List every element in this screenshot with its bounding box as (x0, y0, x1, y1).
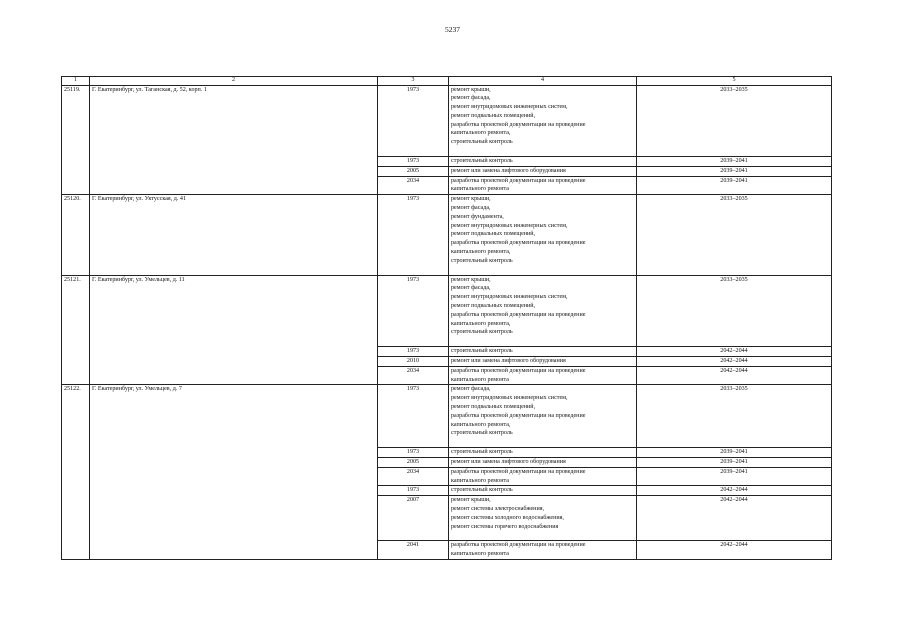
header-col-2: 2 (90, 77, 378, 86)
entry-address: Г. Екатеринбург, ул. Умельцев, д. 7 (90, 385, 378, 560)
work-period: 2042–2044 (637, 541, 832, 560)
entry-address: Г. Екатеринбург, ул. Уктусская, д. 41 (90, 195, 378, 275)
work-line: ремонт внутридомовых инженерных систем, (451, 222, 568, 229)
header-col-1: 1 (62, 77, 90, 86)
work-description (449, 496, 637, 541)
work-line: разработка проектной документации на проведение (451, 311, 586, 318)
work-line: разработка проектной документации на проведение (451, 412, 586, 419)
work-description (449, 85, 637, 157)
work-line: ремонт фундамента, (451, 213, 504, 220)
work-period: 2042–2044 (637, 496, 832, 541)
work-line: ремонт внутридомовых инженерных систем, (451, 104, 568, 111)
work-line: ремонт внутридомовых инженерных систем, (451, 395, 568, 402)
work-description (449, 486, 637, 496)
work-line: ремонт крыши, (451, 497, 491, 504)
work-line: ремонт системы холодного водоснабжения, (451, 514, 564, 521)
work-period: 2042–2044 (637, 347, 832, 357)
work-line: ремонт фасада, (451, 386, 491, 393)
work-year: 2041 (378, 541, 449, 560)
work-year: 1973 (378, 448, 449, 458)
work-year: 1973 (378, 275, 449, 347)
header-col-4: 4 (449, 77, 637, 86)
work-period: 2039–2041 (637, 176, 832, 195)
work-year: 2034 (378, 366, 449, 385)
work-period: 2033–2035 (637, 195, 832, 275)
work-line: капитального ремонта, (451, 421, 511, 428)
work-year: 1973 (378, 195, 449, 275)
repair-schedule-table (61, 76, 832, 560)
work-line: ремонт фасада, (451, 285, 491, 292)
work-description (449, 195, 637, 275)
work-line: разработка проектной документации на проведение (451, 121, 586, 128)
work-period: 2042–2044 (637, 357, 832, 367)
header-col-5: 5 (637, 77, 832, 86)
work-period: 2039–2041 (637, 457, 832, 467)
work-line: разработка проектной документации на проведение (451, 542, 586, 549)
work-line: разработка проектной документации на проведение (451, 367, 586, 374)
work-line: разработка проектной документации на проведение (451, 468, 586, 475)
work-line: строительный контроль (451, 158, 513, 165)
work-description (449, 166, 637, 176)
work-line: капитального ремонта (451, 376, 509, 383)
work-year: 2007 (378, 496, 449, 541)
work-line: строительный контроль (451, 430, 513, 437)
work-line: ремонт или замена лифтового оборудования (451, 358, 566, 365)
table-header-row (62, 77, 832, 86)
work-line: ремонт системы горячего водоснабжения (451, 523, 559, 530)
work-description (449, 366, 637, 385)
work-description (449, 467, 637, 486)
work-line: капитального ремонта (451, 477, 509, 484)
work-line: строительный контроль (451, 257, 513, 264)
work-line: ремонт подвальных помещений, (451, 303, 536, 310)
work-year: 2005 (378, 166, 449, 176)
entry-number: 25119. (62, 85, 90, 195)
work-year: 1973 (378, 385, 449, 448)
table-row (62, 85, 832, 157)
work-period: 2033–2035 (637, 85, 832, 157)
work-line: ремонт системы электроснабжения, (451, 505, 545, 512)
work-line: капитального ремонта, (451, 320, 511, 327)
work-line: разработка проектной документации на проведение (451, 177, 586, 184)
work-period: 2039–2041 (637, 166, 832, 176)
work-line: ремонт крыши, (451, 86, 491, 93)
work-line: ремонт фасада, (451, 205, 491, 212)
work-line: ремонт или замена лифтового оборудования (451, 167, 566, 174)
table-row (62, 195, 832, 275)
work-line: ремонт крыши, (451, 276, 491, 283)
work-period: 2039–2041 (637, 157, 832, 167)
entry-number: 25121. (62, 275, 90, 385)
work-description (449, 176, 637, 195)
table-row (62, 275, 832, 347)
work-period: 2039–2041 (637, 448, 832, 458)
work-description (449, 541, 637, 560)
work-description (449, 275, 637, 347)
work-line: строительный контроль (451, 449, 513, 456)
work-description (449, 157, 637, 167)
work-period: 2042–2044 (637, 486, 832, 496)
work-line: ремонт подвальных помещений, (451, 231, 536, 238)
work-period: 2042–2044 (637, 366, 832, 385)
work-year: 2005 (378, 457, 449, 467)
entry-address: Г. Екатеринбург, ул. Умельцев, д. 11 (90, 275, 378, 385)
work-line: капитального ремонта, (451, 249, 511, 256)
work-description (449, 347, 637, 357)
table-row (62, 385, 832, 448)
work-period: 2033–2035 (637, 385, 832, 448)
work-line: капитального ремонта, (451, 130, 511, 137)
entry-number: 25120. (62, 195, 90, 275)
work-description (449, 385, 637, 448)
entry-number: 25122. (62, 385, 90, 560)
work-year: 2034 (378, 176, 449, 195)
work-description (449, 357, 637, 367)
work-year: 1973 (378, 486, 449, 496)
work-line: строительный контроль (451, 329, 513, 336)
work-line: строительный контроль (451, 487, 513, 494)
work-line: строительный контроль (451, 348, 513, 355)
work-year: 2034 (378, 467, 449, 486)
page-number: 5237 (445, 25, 460, 34)
work-line: ремонт или замена лифтового оборудования (451, 458, 566, 465)
work-line: ремонт фасада, (451, 95, 491, 102)
work-period: 2039–2041 (637, 467, 832, 486)
header-col-3: 3 (378, 77, 449, 86)
work-description (449, 448, 637, 458)
work-line: разработка проектной документации на проведение (451, 240, 586, 247)
work-period: 2033–2035 (637, 275, 832, 347)
work-year: 1973 (378, 157, 449, 167)
work-line: ремонт подвальных помещений, (451, 404, 536, 410)
work-year: 1973 (378, 347, 449, 357)
work-line: ремонт внутридомовых инженерных систем, (451, 294, 568, 301)
work-line: капитального ремонта (451, 551, 509, 558)
work-year: 2010 (378, 357, 449, 367)
work-line: строительный контроль (451, 139, 513, 146)
entry-address: Г. Екатеринбург, ул. Таганская, д. 52, корп. 1 (90, 85, 378, 195)
work-line: ремонт крыши, (451, 196, 491, 203)
work-line: ремонт подвальных помещений, (451, 112, 536, 119)
work-description (449, 457, 637, 467)
work-year: 1973 (378, 85, 449, 157)
work-line: капитального ремонта (451, 186, 509, 193)
